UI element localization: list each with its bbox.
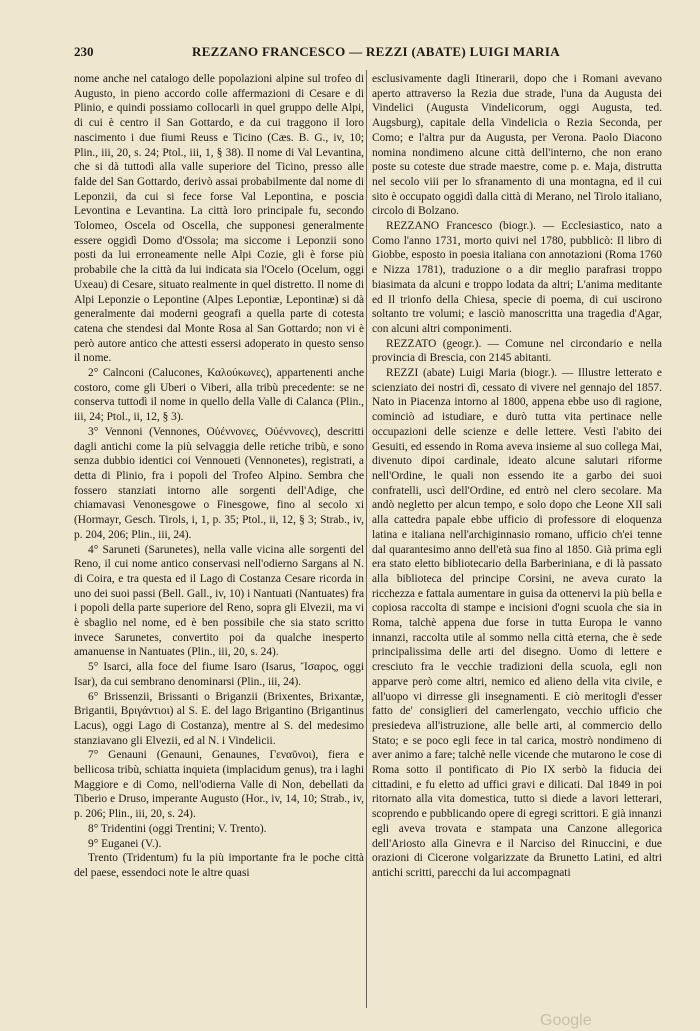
entry-rezzato: REZZATO (geogr.). — Comune nel circondario e nella provincia di Brescia, con 2145 abitanti. xyxy=(372,337,662,365)
paragraph: 6° Brissenzii, Brissanti o Briganzii (Brixentes, Brixantæ, Brigantii, Βριγάντιοι) al S. E. del lago Brigantino (Brigantinus Lacus), oggi Lago di Costanza), mentre al S. del medesimo stanziavano gli Elvezii, ed al N. i Vindelicii. xyxy=(74,690,364,747)
paragraph: 8° Tridentini (oggi Trentini; V. Trento). xyxy=(88,822,267,835)
entry-rezzi: REZZI (abate) Luigi Maria (biogr.). — Illustre letterato e scienziato dei nostri dì, cessato di vivere nel gennajo del 1857. Nato in Piacenza intorno al 1800, appena ebbe uso di ragione, cominciò ad istudiare, e durò tutta vita pertinace nelle occupazioni delle scienze e delle lettere. Vestì l'abito dei Gesuiti, ed essendo in Roma aveva insieme al suo collega Mai, divenuto dipoi cardinale, ideato alcune salutari riforme nell'Ordine, le quali non essendo ite a garbo dei suoi confratelli, uscì dell'Ordine, ed entrò nel clero secolare. Ma andò negletto per alcun tempo, e solo dopo che Leone XII sali alla cattedra papale ebbe ufficio di professore di eloquenza latina e italiana nell'archiginnasio romano, ufficio ch'ei tenne dal quarantesimo anno dell'età sua fino al 1850. Già prima egli era stato eletto bibliotecario della Barberiniana, e di là passato alla biblioteca del principe Corsini, ne aveva curato la ricchezza e fattala aumentare in guisa da ottenervi la più bella e copiosa raccolta di stampe e incisioni d'ogni scuola che sia in Roma, talchè appena due forse in tutta Europa le vanno innanzi, raccolta utile al sommo nella città eterna, che è sede principalissima delle arti del disegno. Uomo di lettere e cresciuto fra le vecchie tradizioni della scuola, egli non apparve però come altri, nemico ed alieno della vita civile, e all'uopo vi dirresse gli insegnamenti. E ciò meritogli d'esser fatto de' consiglieri del camerlengato, vecchio ufficio che presiedeva all'istruzione, alle belle arti, al commercio dello Stato; e se poco egli fece in tal carica, mostrò nondimeno di aver animo a fare; talchè nelle vicende che mutarono le cose di Roma sotto il pontificato di Pio IX serbò la fiducia dei cittadini, e fu eletto ad uffici gravi e dilicati. Dal 1849 in poi ritornato alla vita domestica, tutto si diede a lavori letterari, scoprendo e pubblicando opere di egregi scrittori. E già innanzi egli aveva trovata e stampata una Canzone allegorica dell'Ariosto alla Ginevra e il Narciso del Rinuccini, e due orazioni di Cicerone volgarizzate da Brunetto Latini, ed altri antichi scritti, parecchi da lui accompagnati xyxy=(372,367,662,879)
page-header xyxy=(74,44,666,62)
left-column xyxy=(74,72,364,1012)
entry-rezzano: REZZANO Francesco (biogr.). — Ecclesiastico, nato a Como l'anno 1731, morto quivi nel 1780, pubblicò: Il libro di Giobbe, esposto in poesia italiana con annotazioni (Roma 1760 e Nizza 1781), traduzione o a dir meglio parafrasi troppo biasimata da alcuni e troppo lodata da altri; L'anima meditante ed Il trionfo della Chiesa, specie di poema, di cui uscirono soltanto tre volumi; e lasciò manoscritta una tragedia d'Agar, con alcuni altri componimenti. xyxy=(372,220,662,335)
right-column xyxy=(372,72,662,1012)
paragraph: Trento (Tridentum) fu la più importante fra le poche città del paese, essendoci note le altre quasi xyxy=(74,852,364,879)
paragraph: nome anche nel catalogo delle popolazioni alpine sul trofeo di Augusto, in pieno accordo colle affermazioni di Cesare e di Plinio, e quindi possiamo collocarli in quel gruppo delle Alpi, di cui è centro il San Gottardo, e da cui traggono il loro nascimento i due fiumi Reuss e Ticino (Cæs. B. G., iv, 10; Plin., iii, 20, s. 24; Ptol., iii, 1, § 38). Il nome di Val Levantina, che si dà tuttodì alla valle superiore del Ticino, presso alle falde del San Gottardo, derivò assai probabilmente dal nome di Leponzii, da cui si fece forse Val Lepontina, e poscia Levontina e Levantina. La città loro principale fu, secondo Tolomeo, Oscela od Oscella, che supponesi generalmente essere oggidì Domo d'Ossola; ma siccome i Leponzii sono posti da lui erroneamente nelle Alpi Cozie, gli è forse più probabile che la città da lui indicata sia l'Ocelo (Ocelum, oggi Uxeau) di Cesare, situato realmente in quel distretto. Il nome di Alpi Leponzie o Lepontine (Alpes Lepontiæ, Lepontinæ) si dà generalmente dai moderni geografi a quella parte di cotesta catena che stendesi dal Monte Rosa al San Gottardo; non vi è però autore antico che attesti essersi adoperato in questo senso il nome. xyxy=(74,73,364,365)
column-divider xyxy=(366,70,367,1008)
running-title: REZZANO FRANCESCO — REZZI (ABATE) LUIGI MARIA xyxy=(192,44,560,59)
paragraph: 4° Saruneti (Sarunetes), nella valle vicina alle sorgenti del Reno, il cui nome antico conservasi nell'odierno Sargans al N. di Coira, e tra questa ed il Lago di Costanza Cesare ricorda in uno dei suoi passi (Bell. Gall., iv, 10) i Nantuati (Nantuates) fra i popoli della parte superiore del Reno, sopra gli Elvezii, ma vi è sbaglio nel nome, ed è ben possibile che sia stato scritto invece Sarunetes, convertito poi da qualche inesperto amanuense in Nantuates (Plin., iii, 20, s. 24). xyxy=(74,543,364,659)
paragraph: esclusivamente dagli Itinerarii, dopo che i Romani avevano aperto attraverso la Rezia due strade, l'una da Augusta dei Vindelici (Augusta Vindelicorum, oggi Augusta, ted. Augsburg), capitale della Vindelicia o Rezia Seconda, per Como; e l'altra pur da Augusta, per Verona. Paolo Diacono nomina nondimeno alcune città dell'interno, che non erano poste su coteste due strade maestre, come p. e. Maja, distrutta nel secolo viii per lo sfranamento di una montagna, ed il cui sito è occupato oggidì dalla città di Merano, nel Tirolo italiano, circolo di Bolzano. xyxy=(372,73,662,218)
paragraph: 3° Vennoni (Vennones, Οὐέννονες, Οὐέννονες), descritti dagli antichi come la più selvaggia delle retiche tribù, e sono senza dubbio identici coi Vennoueti (Vennonetes), registrati, a detta di Plinio, fra i popoli del Trofeo Alpino. Sembra che fossero stanziati intorno alle sorgenti dell'Adige, che chiamavasi Venonesgowe o Finesgowe, fino al secolo xi (Hormayr, Gesch. Tirols, i, 1, p. 35; Ptol., ii, 12, § 3; Strab., iv, p. 204, 206; Plin., iii, 24). xyxy=(74,425,364,541)
page-number: 230 xyxy=(74,44,94,59)
paragraph: 9° Euganei (V.). xyxy=(88,837,162,850)
paragraph: 2° Calnconi (Calucones, Καλούκωνες), appartenenti anche costoro, come gli Uberi o Viberi, alla tribù precedente: se ne conserva tuttodì il nome in quello della Valle di Calanca (Plin., iii, 24; Ptol., ii, 12, § 3). xyxy=(74,367,364,424)
paragraph: 7° Genauni (Genauni, Genaunes, Γεναῦνοι), fiera e bellicosa tribù, schiatta inquieta (implacidum genus), tra i laghi Maggiore e di Como, nell'odierna Valle di Non, debellati da Tiberio e Druso, imperante Augusto (Hor., iv, 14, 10; Strab., iv, p. 206; Plin., iii, 20, s. 24). xyxy=(74,749,364,821)
watermark: Google xyxy=(540,1012,592,1029)
paragraph: 5° Isarci, alla foce del fiume Isaro (Isarus, Ἴσαρος, oggi Isar), da cui sembrano denominarsi (Plin., iii, 24). xyxy=(74,661,364,688)
